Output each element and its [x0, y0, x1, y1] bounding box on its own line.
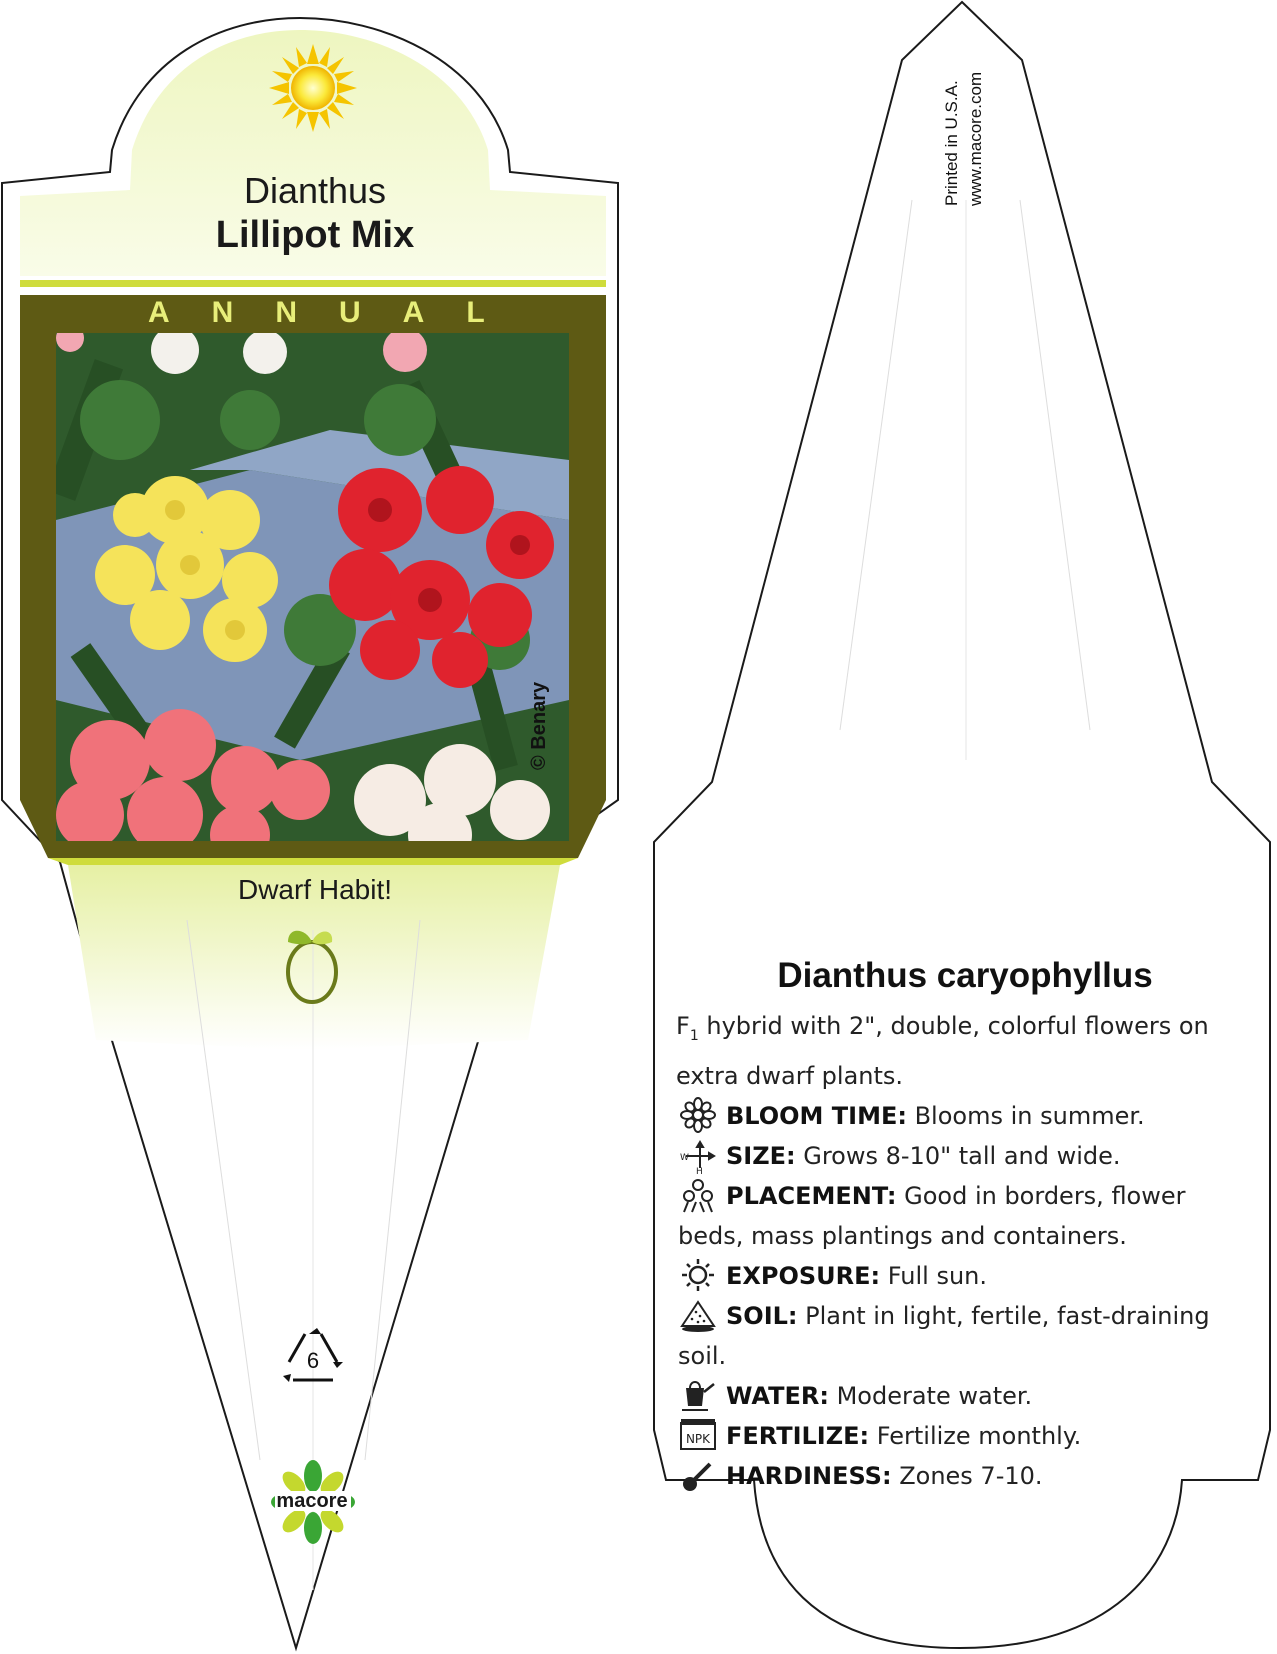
header-stripe	[20, 280, 606, 287]
flower-icon	[678, 1096, 718, 1134]
scientific-name: Dianthus caryophyllus	[777, 956, 1153, 995]
soil-icon	[678, 1296, 718, 1334]
intro-text: $F_1$ hybrid with 2", double, colorful flowers on extra dwarf plants.	[676, 1012, 1209, 1090]
watering-can-icon	[678, 1376, 718, 1414]
care-placement: PLACEMENT: Good in borders, flower beds, mass plantings and containers.	[678, 1176, 1238, 1256]
sun-outline-icon	[678, 1256, 718, 1294]
care-exposure: EXPOSURE: Full sun.	[678, 1256, 1238, 1296]
photo-credit: © Benary	[528, 681, 550, 770]
care-info	[678, 1006, 1238, 1496]
npk-icon	[678, 1416, 718, 1454]
variety-title: Lillipot Mix	[215, 214, 415, 256]
category-label: ANNUAL	[148, 296, 527, 329]
website: www.macore.com	[966, 71, 985, 206]
printed-in: Printed in U.S.A.	[942, 80, 961, 206]
size-icon	[678, 1136, 718, 1174]
svg-text:H: H	[696, 1166, 703, 1174]
brand-name: macore	[276, 1490, 348, 1512]
care-soil: SOIL: Plant in light, fertile, fast-draining soil.	[678, 1296, 1238, 1376]
care-bloom: BLOOM TIME: Blooms in summer.	[678, 1096, 1238, 1136]
care-water: WATER: Moderate water.	[678, 1376, 1238, 1416]
svg-text:NPK: NPK	[685, 1431, 711, 1446]
svg-text:W: W	[680, 1152, 689, 1163]
tagline: Dwarf Habit!	[237, 874, 393, 905]
care-hardiness: HARDINESS: Zones 7-10.	[678, 1456, 1238, 1496]
genus-title: Dianthus	[243, 170, 387, 211]
sun-icon	[269, 44, 357, 132]
placement-icon	[678, 1176, 718, 1214]
front-tag	[2, 18, 618, 1648]
care-fertilize: NPK FERTILIZE: Fertilize monthly.	[678, 1416, 1238, 1456]
thermometer-icon	[678, 1456, 718, 1494]
print-info	[940, 72, 988, 206]
recycle-code: 6	[306, 1348, 320, 1373]
product-photo	[47, 324, 569, 867]
care-size: W H SIZE: Grows 8-10" tall and wide.	[678, 1136, 1238, 1176]
